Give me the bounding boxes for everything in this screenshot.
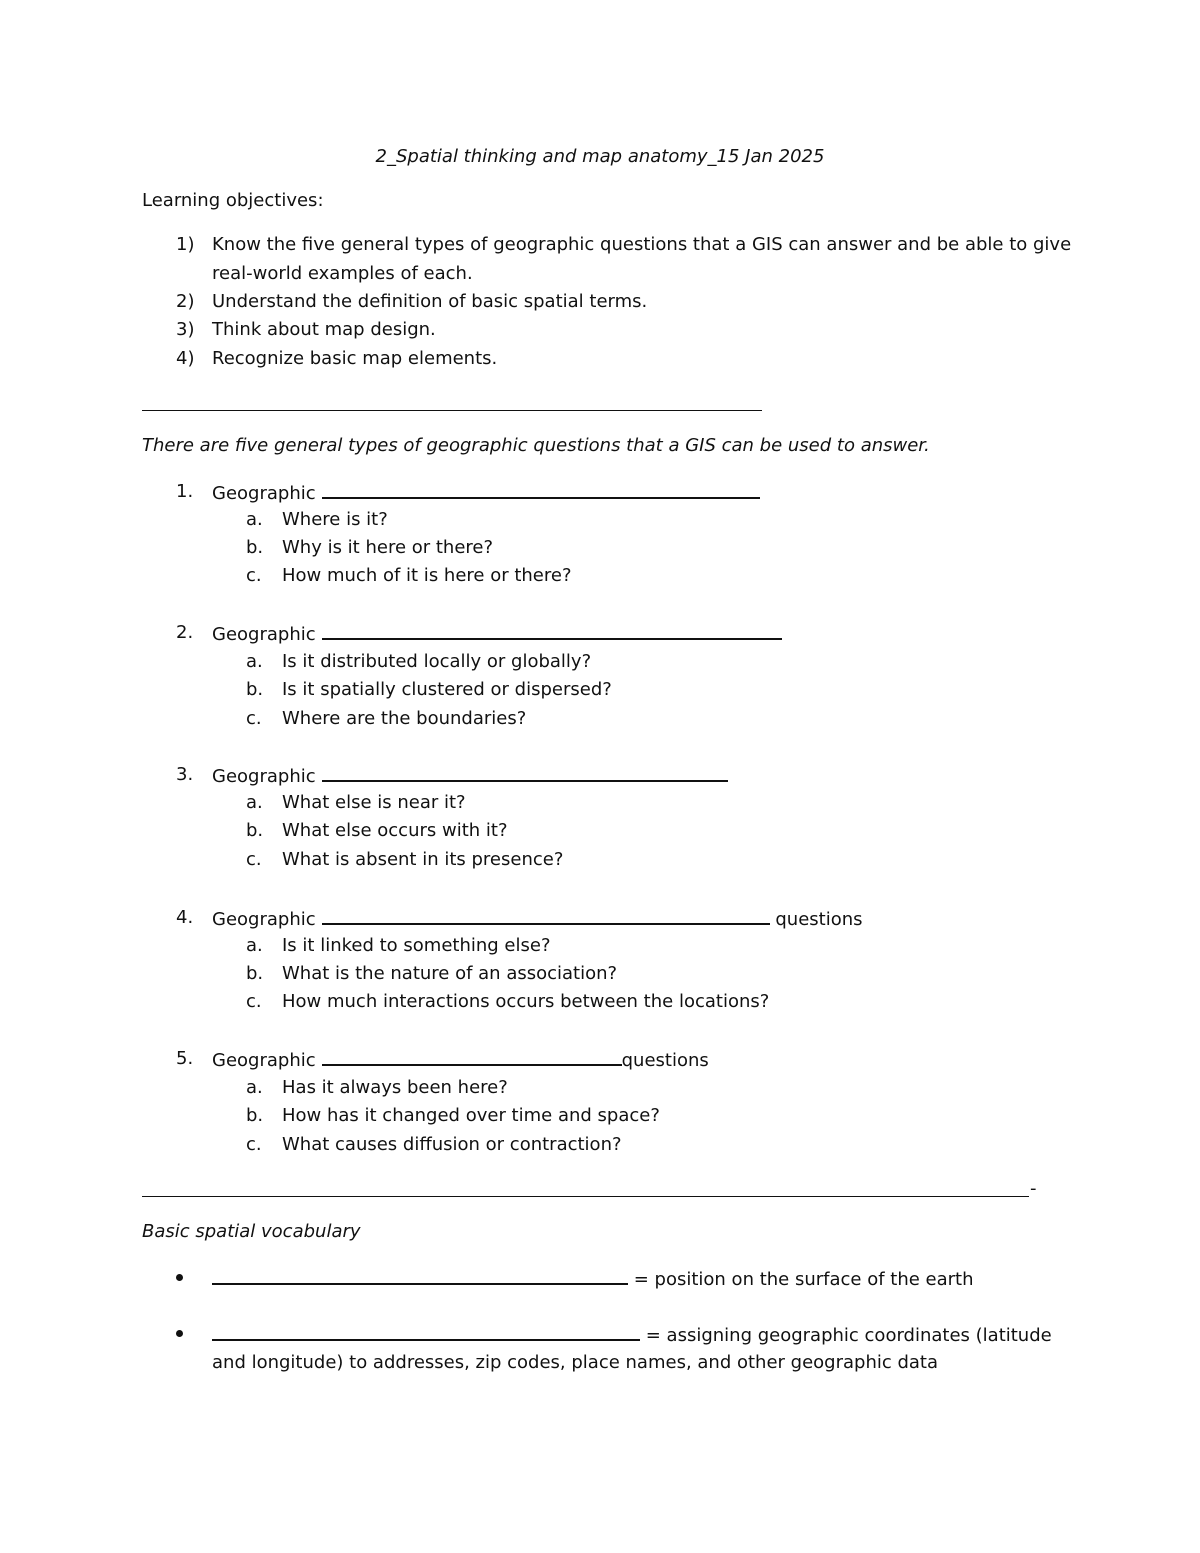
sub-question: How has it changed over time and space? [282,1105,660,1126]
answer-blank[interactable] [322,907,770,925]
sub-question-letter: b. [246,679,264,700]
sub-question-letter: a. [246,651,263,672]
sub-question-letter: c. [246,849,262,870]
objective-number: 3) [176,319,195,340]
vocabulary-item [212,1267,974,1291]
question-type-suffix: questions [775,909,863,930]
sub-question: Why is it here or there? [282,537,494,558]
objective-text: Recognize basic map elements. [212,348,498,369]
sub-question-letter: c. [246,565,262,586]
sub-question: Where are the boundaries? [282,708,527,729]
question-type-label: Geographic [212,483,316,504]
sub-question: Has it always been here? [282,1077,508,1098]
vocabulary-heading: Basic spatial vocabulary [142,1221,361,1242]
vocabulary-definition: = position on the surface of the earth [633,1269,974,1290]
divider-end-mark: - [1030,1178,1037,1199]
question-type-line [212,907,863,931]
answer-blank[interactable] [322,481,760,499]
sub-question: What causes diffusion or contraction? [282,1134,622,1155]
sub-question: Is it spatially clustered or dispersed? [282,679,612,700]
sub-question-letter: a. [246,1077,263,1098]
question-type-label: Geographic [212,624,316,645]
objective-number: 2) [176,291,195,312]
bullet-icon [176,1274,183,1281]
sub-question-letter: b. [246,963,264,984]
question-type-line [212,764,728,788]
sub-question-letter: a. [246,792,263,813]
objective-text: Think about map design. [212,319,436,340]
question-type-label: Geographic [212,766,316,787]
answer-blank[interactable] [322,764,728,782]
answer-blank[interactable] [212,1267,628,1285]
answer-blank[interactable] [322,622,782,640]
question-number: 1. [176,481,194,502]
vocabulary-item [212,1323,1052,1347]
question-type-label: Geographic [212,1050,316,1071]
question-type-line [212,622,782,646]
vocabulary-definition: = assigning geographic coordinates (latitude [645,1325,1052,1346]
question-number: 4. [176,907,194,928]
vocabulary-definition-continued: and longitude) to addresses, zip codes, place names, and other geographic data [212,1352,939,1373]
question-type-suffix: questions [621,1050,709,1071]
answer-blank[interactable] [322,1048,622,1066]
section-divider [142,410,762,411]
sub-question: Where is it? [282,509,388,530]
questions-intro: There are five general types of geographic questions that a GIS can be used to answer. [142,435,930,456]
sub-question: What else occurs with it? [282,820,508,841]
objective-number: 1) [176,234,195,255]
objective-text-continued: real-world examples of each. [212,263,473,284]
sub-question: How much of it is here or there? [282,565,572,586]
question-type-line [212,481,760,505]
sub-question-letter: b. [246,537,264,558]
question-number: 5. [176,1048,194,1069]
bullet-icon [176,1330,183,1337]
sub-question-letter: c. [246,1134,262,1155]
objectives-heading: Learning objectives: [142,190,324,211]
section-divider [142,1196,1029,1197]
sub-question-letter: b. [246,820,264,841]
sub-question: What is absent in its presence? [282,849,564,870]
question-type-label: Geographic [212,909,316,930]
answer-blank[interactable] [212,1323,640,1341]
sub-question: What is the nature of an association? [282,963,618,984]
objective-text: Know the five general types of geographic questions that a GIS can answer and be able to give [212,234,1072,255]
sub-question-letter: b. [246,1105,264,1126]
question-number: 2. [176,622,194,643]
sub-question-letter: c. [246,991,262,1012]
sub-question: What else is near it? [282,792,466,813]
objective-number: 4) [176,348,195,369]
objective-text: Understand the definition of basic spatial terms. [212,291,648,312]
sub-question: Is it distributed locally or globally? [282,651,592,672]
sub-question-letter: a. [246,509,263,530]
question-number: 3. [176,764,194,785]
sub-question: Is it linked to something else? [282,935,551,956]
sub-question-letter: a. [246,935,263,956]
sub-question-letter: c. [246,708,262,729]
document-title: 2_Spatial thinking and map anatomy_15 Jan 2025 [375,146,825,167]
question-type-line [212,1048,709,1072]
sub-question: How much interactions occurs between the locations? [282,991,770,1012]
